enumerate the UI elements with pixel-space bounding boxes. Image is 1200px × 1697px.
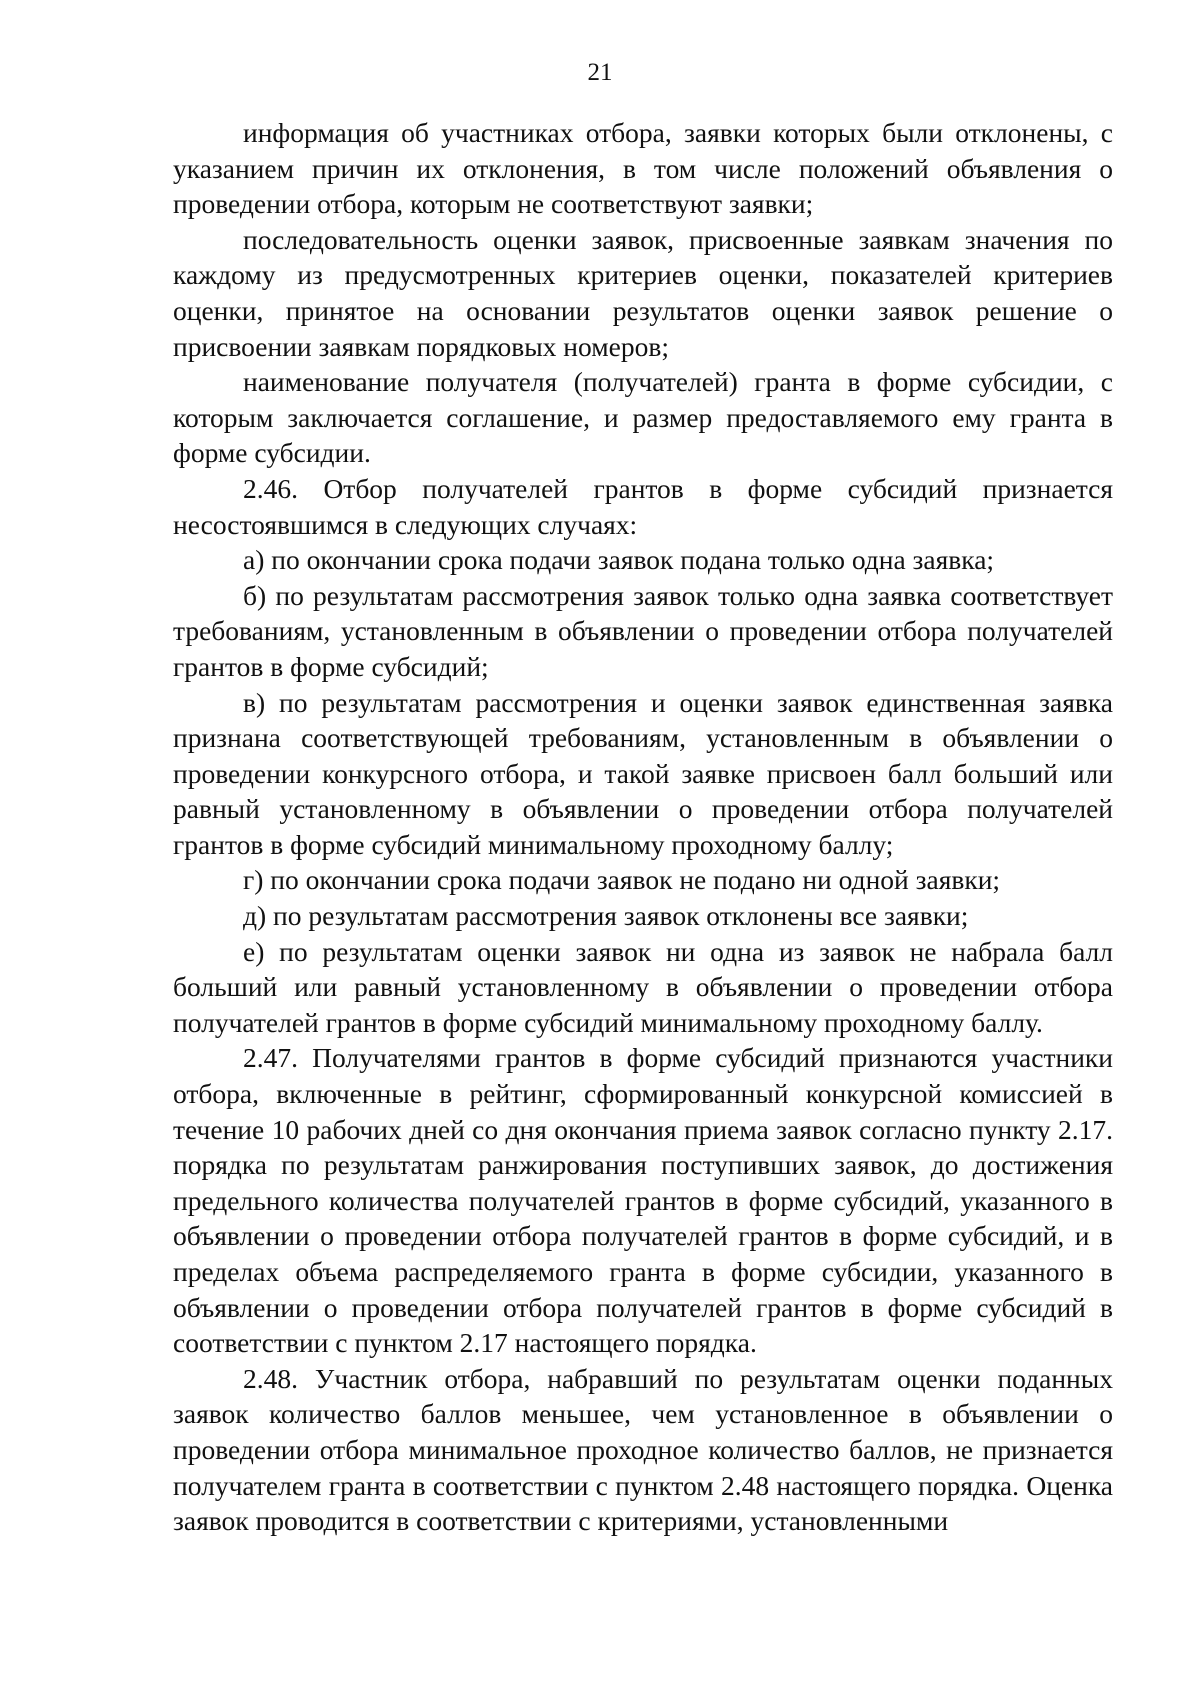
paragraph-2-46-d: д) по результатам рассмотрения заявок отклонены все заявки;	[243, 900, 969, 932]
paragraph-2-46-a: а) по окончании срока подачи заявок подана только одна заявка;	[243, 544, 995, 576]
paragraph-2-47: 2.47. Получателями грантов в форме субсидий признаются участники отбора, включенные в рейтинг, сформированный конкурсной комиссией в течение 10 рабочих дней со дня окончания приема заявок согласно пункту 2.17. порядка по результатам ранжирования поступивших заявок, до достижения предельного количества получателей грантов в форме субсидий, указанного в объявлении о проведении отбора получателей грантов в форме субсидий, и в пределах объема распределяемого гранта в форме субсидии, указанного в объявлении о проведении отбора получателей грантов в форме субсидий в соответствии с пунктом 2.17 настоящего порядка.	[173, 1042, 1113, 1359]
page-number: 21	[587, 59, 613, 86]
paragraph-2-46-g: г) по окончании срока подачи заявок не подано ни одной заявки;	[243, 864, 1001, 896]
paragraph-evaluation-sequence: последовательность оценки заявок, присвоенные заявкам значения по каждому из предусмотренных критериев оценки, показателей критериев оценки, принятое на основании результатов оценки заявок решение о присвоении заявкам порядковых номеров;	[173, 223, 1113, 362]
paragraph-recipient-name: наименование получателя (получателей) гранта в форме субсидии, с которым заключается соглашение, и размер предоставляемого ему гранта в форме субсидии.	[173, 366, 1113, 469]
paragraph-2-46-v: в) по результатам рассмотрения и оценки заявок единственная заявка признана соответствующей требованиям, установленным в объявлении о проведении конкурсного отбора, и такой заявке присвоен балл больший или равный установленному в объявлении о проведении отбора получателей грантов в форме субсидий минимальному проходному баллу;	[173, 686, 1113, 860]
paragraph-2-46-e: е) по результатам оценки заявок ни одна из заявок не набрала балл больший или равный установленному в объявлении о проведении отбора получателей грантов в форме субсидий минимальному проходному баллу.	[173, 935, 1113, 1038]
document-body	[173, 115, 1113, 1539]
paragraph-2-46: 2.46. Отбор получателей грантов в форме субсидий признается несостоявшимся в следующих случаях:	[173, 472, 1113, 540]
paragraph-2-46-b: б) по результатам рассмотрения заявок только одна заявка соответствует требованиям, установленным в объявлении о проведении отбора получателей грантов в форме субсидий;	[173, 579, 1113, 682]
paragraph-rejected-participants: информация об участниках отбора, заявки которых были отклонены, с указанием причин их отклонения, в том числе положений объявления о проведении отбора, которым не соответствуют заявки;	[173, 117, 1113, 220]
paragraph-2-48: 2.48. Участник отбора, набравший по результатам оценки поданных заявок количество баллов меньшее, чем установленное в объявлении о проведении отбора минимальное проходное количество баллов, не признается получателем гранта в соответствии с пунктом 2.48 настоящего порядка. Оценка заявок проводится в соответствии с критериями, установленными	[173, 1362, 1113, 1537]
